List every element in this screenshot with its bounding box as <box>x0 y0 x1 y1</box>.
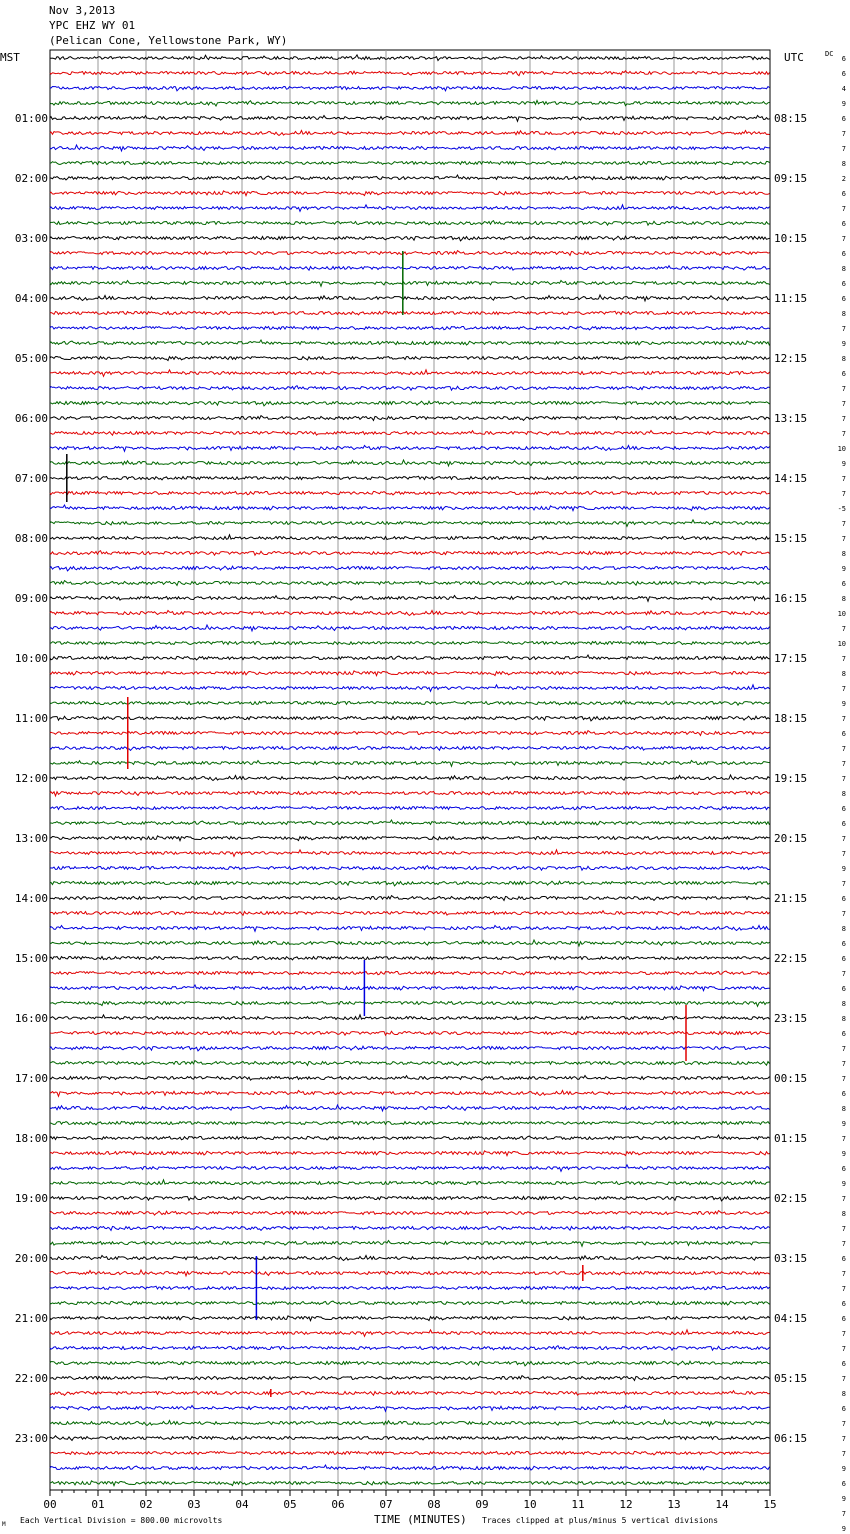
seismic-trace <box>50 596 770 602</box>
utc-hour-label: 18:15 <box>774 712 808 725</box>
utc-hour-label: 08:15 <box>774 112 808 125</box>
dc-offset-value: 8 <box>841 550 846 558</box>
seismic-trace <box>50 896 770 901</box>
seismic-trace <box>50 1346 770 1351</box>
mst-hour-label: 03:00 <box>14 232 48 245</box>
seismic-trace <box>50 911 770 916</box>
dc-offset-value: 7 <box>841 430 846 438</box>
dc-offset-value: 6 <box>841 1360 846 1368</box>
dc-offset-value: 7 <box>841 1075 846 1083</box>
x-tick-label: 04 <box>235 1498 249 1511</box>
seismic-trace <box>50 625 770 631</box>
x-tick-label: 11 <box>571 1498 585 1511</box>
mst-hour-label: 11:00 <box>14 712 48 725</box>
seismic-trace <box>50 1227 770 1231</box>
dc-offset-value: 8 <box>841 595 846 603</box>
seismic-trace <box>50 416 770 421</box>
utc-hour-label: 23:15 <box>774 1012 808 1025</box>
header-date: Nov 3,2013 <box>49 4 116 17</box>
seismic-trace <box>50 655 770 660</box>
x-tick-label: 12 <box>619 1498 633 1511</box>
dc-offset-value: 9 <box>841 1120 846 1128</box>
utc-hour-label: 11:15 <box>774 292 808 305</box>
seismic-trace <box>50 505 770 511</box>
utc-hour-label: 00:15 <box>774 1072 808 1085</box>
mst-hour-label: 15:00 <box>14 952 48 965</box>
seismic-trace <box>50 956 770 960</box>
mst-hour-label: 12:00 <box>14 772 48 785</box>
dc-offset-value: 7 <box>841 385 846 393</box>
dc-offset-value: -5 <box>837 505 846 513</box>
mst-hour-label: 10:00 <box>14 652 48 665</box>
seismic-trace <box>50 535 770 540</box>
dc-offset-value: 6 <box>841 805 846 813</box>
mst-hour-label: 21:00 <box>14 1312 48 1325</box>
seismic-trace <box>50 985 770 991</box>
dc-offset-value: 9 <box>841 700 846 708</box>
dc-offset-value: 6 <box>841 1480 846 1488</box>
dc-offset-value: 9 <box>841 460 846 468</box>
dc-offset-value: 7 <box>841 1345 846 1353</box>
seismic-trace <box>50 311 770 315</box>
utc-hour-label: 14:15 <box>774 472 808 485</box>
seismic-trace <box>50 446 770 452</box>
seismic-trace <box>50 131 770 136</box>
seismic-trace <box>50 685 770 692</box>
dc-offset-value: 8 <box>841 1015 846 1023</box>
x-tick-label: 09 <box>475 1498 489 1511</box>
seismic-trace <box>50 460 770 466</box>
seismic-trace <box>50 370 770 377</box>
header-location: (Pelican Cone, Yellowstone Park, WY) <box>49 34 288 47</box>
dc-offset-value: 6 <box>841 895 846 903</box>
mst-hour-label: 08:00 <box>14 532 48 545</box>
utc-hour-label: 04:15 <box>774 1312 808 1325</box>
seismic-trace <box>50 145 770 151</box>
seismic-trace <box>50 850 770 857</box>
seismic-trace <box>50 971 770 975</box>
dc-offset-value: 7 <box>841 1240 846 1248</box>
mst-hour-label: 05:00 <box>14 352 48 365</box>
seismic-trace <box>50 1046 770 1051</box>
dc-offset-value: 9 <box>841 1150 846 1158</box>
dc-offset-value: 7 <box>841 475 846 483</box>
seismic-trace <box>50 1361 770 1366</box>
seismic-trace <box>50 716 770 721</box>
seismic-trace <box>50 401 770 406</box>
seismic-trace <box>50 1061 770 1066</box>
dc-offset-value: 9 <box>841 565 846 573</box>
seismic-trace <box>50 671 770 676</box>
dc-offset-value: 7 <box>841 835 846 843</box>
x-tick-label: 13 <box>667 1498 681 1511</box>
dc-offset-value: 6 <box>841 1030 846 1038</box>
dc-offset-value: 7 <box>841 1135 846 1143</box>
seismic-trace <box>50 926 770 932</box>
seismic-trace <box>50 701 770 706</box>
dc-offset-value: 7 <box>841 1270 846 1278</box>
x-axis-title: TIME (MINUTES) <box>374 1513 467 1526</box>
dc-offset-value: 8 <box>841 1390 846 1398</box>
seismic-trace <box>50 1286 770 1290</box>
dc-offset-value: 7 <box>841 400 846 408</box>
seismic-trace <box>50 1196 770 1201</box>
mst-hour-label: 18:00 <box>14 1132 48 1145</box>
seismic-trace <box>50 611 770 616</box>
seismic-trace <box>50 100 770 106</box>
dc-offset-value: 7 <box>841 415 846 423</box>
dc-offset-value: 7 <box>841 1195 846 1203</box>
dc-offset-value: 7 <box>841 1225 846 1233</box>
utc-hour-label: 22:15 <box>774 952 808 965</box>
utc-hour-label: 15:15 <box>774 532 808 545</box>
seismic-trace <box>50 161 770 165</box>
x-tick-label: 02 <box>139 1498 153 1511</box>
dc-offset-value: 7 <box>841 520 846 528</box>
dc-offset-value: 7 <box>841 490 846 498</box>
dc-offset-value: 7 <box>841 205 846 213</box>
dc-offset-value: 8 <box>841 1105 846 1113</box>
dc-offset-value: 6 <box>841 820 846 828</box>
seismic-trace <box>50 866 770 871</box>
seismic-trace <box>50 1135 770 1140</box>
seismic-trace <box>50 1465 770 1470</box>
dc-offset-value: 6 <box>841 55 846 63</box>
dc-offset-value: 6 <box>841 730 846 738</box>
dc-offset-value: 7 <box>841 1450 846 1458</box>
seismic-trace <box>50 1376 770 1381</box>
dc-offset-value: 7 <box>841 745 846 753</box>
utc-hour-label: 09:15 <box>774 172 808 185</box>
seismic-trace <box>50 357 770 361</box>
mst-hour-label: 04:00 <box>14 292 48 305</box>
dc-offset-value: 7 <box>841 715 846 723</box>
seismic-trace <box>50 1091 770 1097</box>
seismic-trace <box>50 491 770 495</box>
dc-offset-value: 7 <box>841 625 846 633</box>
trace-group <box>50 55 770 1486</box>
seismic-trace <box>50 205 770 212</box>
seismic-trace <box>50 775 770 781</box>
mst-hour-label: 19:00 <box>14 1192 48 1205</box>
right-axis-label: UTC <box>784 51 804 64</box>
corner-mark: M <box>2 1521 6 1528</box>
utc-hour-label: 06:15 <box>774 1432 808 1445</box>
seismic-trace <box>50 295 770 301</box>
utc-hour-label: 16:15 <box>774 592 808 605</box>
utc-hour-label: 03:15 <box>774 1252 808 1265</box>
mst-hour-label: 17:00 <box>14 1072 48 1085</box>
dc-offset-value: 7 <box>841 775 846 783</box>
dc-offset-value: 9 <box>841 865 846 873</box>
dc-offset-value: 7 <box>841 1420 846 1428</box>
dc-offset-value: 7 <box>841 655 846 663</box>
utc-hour-label: 10:15 <box>774 232 808 245</box>
seismic-trace <box>50 641 770 644</box>
seismic-trace <box>50 1121 770 1125</box>
dc-offset-value: 7 <box>841 880 846 888</box>
x-tick-label: 01 <box>91 1498 105 1511</box>
seismic-trace <box>50 71 770 76</box>
seismic-trace <box>50 940 770 946</box>
dc-offset-value: 8 <box>841 670 846 678</box>
dc-offset-value: 10 <box>837 445 846 453</box>
seismic-trace <box>50 1481 770 1486</box>
seismic-trace <box>50 747 770 751</box>
seismic-trace <box>50 191 770 196</box>
dc-label: DC <box>825 50 834 58</box>
seismic-trace <box>50 1180 770 1185</box>
seismic-trace <box>50 1436 770 1441</box>
dc-offset-value: 7 <box>841 760 846 768</box>
dc-offset-value: 9 <box>841 340 846 348</box>
dc-offset-value: 6 <box>841 955 846 963</box>
mst-hour-label: 02:00 <box>14 172 48 185</box>
seismic-trace <box>50 340 770 346</box>
seismic-trace <box>50 236 770 241</box>
seismic-trace <box>50 281 770 287</box>
seismic-trace <box>50 1391 770 1396</box>
seismic-trace <box>50 266 770 271</box>
mst-hour-label: 20:00 <box>14 1252 48 1265</box>
mst-hour-label: 16:00 <box>14 1012 48 1025</box>
dc-offset-value: 8 <box>841 925 846 933</box>
mst-hour-label: 23:00 <box>14 1432 48 1445</box>
dc-offset-value: 6 <box>841 985 846 993</box>
dc-offset-value: 7 <box>841 1285 846 1293</box>
mst-hour-label: 14:00 <box>14 892 48 905</box>
dc-offset-value: 6 <box>841 115 846 123</box>
seismic-trace <box>50 1076 770 1081</box>
left-axis-label: MST <box>0 51 20 64</box>
dc-offset-value: 7 <box>841 1045 846 1053</box>
x-tick-label: 06 <box>331 1498 345 1511</box>
dc-offset-value: 7 <box>841 1510 846 1518</box>
dc-offset-labels <box>838 55 846 1534</box>
utc-hour-label: 01:15 <box>774 1132 808 1145</box>
seismic-trace <box>50 1316 770 1321</box>
dc-offset-value: 7 <box>841 235 846 243</box>
dc-offset-value: 6 <box>841 1165 846 1173</box>
dc-offset-value: 9 <box>841 1180 846 1188</box>
x-tick-label: 10 <box>523 1498 537 1511</box>
seismic-trace <box>50 551 770 556</box>
dc-offset-value: 8 <box>841 310 846 318</box>
seismic-trace <box>50 761 770 767</box>
dc-offset-value: 6 <box>841 70 846 78</box>
seismic-trace <box>50 251 770 256</box>
dc-offset-value: 6 <box>841 1300 846 1308</box>
utc-hour-label: 02:15 <box>774 1192 808 1205</box>
seismic-trace <box>50 1015 770 1020</box>
dc-offset-value: 7 <box>841 685 846 693</box>
seismic-trace <box>50 221 770 226</box>
footer-clip-note: Traces clipped at plus/minus 5 vertical divisions <box>482 1516 719 1525</box>
seismic-trace <box>50 55 770 61</box>
seismic-trace <box>50 1300 770 1305</box>
dc-offset-value: 8 <box>841 1210 846 1218</box>
x-axis <box>43 1490 776 1511</box>
mst-hour-label: 22:00 <box>14 1372 48 1385</box>
seismic-trace <box>50 881 770 886</box>
x-tick-label: 08 <box>427 1498 441 1511</box>
x-tick-label: 15 <box>763 1498 777 1511</box>
dc-offset-value: 9 <box>841 1465 846 1473</box>
seismic-trace <box>50 116 770 122</box>
dc-offset-value: 7 <box>841 850 846 858</box>
dc-offset-value: 7 <box>841 535 846 543</box>
mst-hour-label: 07:00 <box>14 472 48 485</box>
utc-hour-label: 05:15 <box>774 1372 808 1385</box>
dc-offset-value: 6 <box>841 280 846 288</box>
seismic-trace <box>50 1151 770 1156</box>
mst-hour-label: 06:00 <box>14 412 48 425</box>
mst-hour-label: 13:00 <box>14 832 48 845</box>
dc-offset-value: 8 <box>841 355 846 363</box>
header-station: YPC EHZ WY 01 <box>49 19 136 32</box>
dc-offset-value: 7 <box>841 130 846 138</box>
dc-offset-value: 6 <box>841 1255 846 1263</box>
seismic-trace <box>50 1211 770 1216</box>
seismic-trace <box>50 1165 770 1171</box>
seismic-trace <box>50 581 770 586</box>
dc-offset-value: 7 <box>841 1060 846 1068</box>
seismic-trace <box>50 386 770 391</box>
dc-offset-value: 7 <box>841 1375 846 1383</box>
dc-offset-value: 8 <box>841 790 846 798</box>
seismic-trace <box>50 791 770 796</box>
utc-hour-label: 19:15 <box>774 772 808 785</box>
seismic-trace <box>50 836 770 841</box>
dc-offset-value: 7 <box>841 145 846 153</box>
dc-offset-value: 8 <box>841 1000 846 1008</box>
dc-offset-value: 6 <box>841 580 846 588</box>
seismic-trace <box>50 1002 770 1007</box>
seismic-trace <box>50 1105 770 1111</box>
seismic-trace <box>50 1270 770 1276</box>
seismic-trace <box>50 1330 770 1337</box>
seismic-trace <box>50 1420 770 1426</box>
seismic-trace <box>50 1256 770 1261</box>
seismic-trace <box>50 1241 770 1247</box>
utc-hour-label: 21:15 <box>774 892 808 905</box>
footer-scale-note: Each Vertical Division = 800.00 microvolts <box>20 1516 223 1525</box>
dc-offset-value: 9 <box>841 1495 846 1503</box>
seismic-trace <box>50 820 770 825</box>
seismic-trace <box>50 326 770 330</box>
dc-offset-value: 7 <box>841 325 846 333</box>
seismic-trace <box>50 1031 770 1036</box>
dc-offset-value: 7 <box>841 1330 846 1338</box>
dc-offset-value: 4 <box>841 85 846 93</box>
seismic-trace <box>50 87 770 91</box>
dc-offset-value: 7 <box>841 1435 846 1443</box>
utc-hour-label: 17:15 <box>774 652 808 665</box>
mst-hour-label: 01:00 <box>14 112 48 125</box>
dc-offset-value: 7 <box>841 970 846 978</box>
seismic-trace <box>50 806 770 810</box>
seismic-trace <box>50 566 770 571</box>
dc-offset-value: 6 <box>841 295 846 303</box>
seismic-trace <box>50 175 770 180</box>
seismic-trace <box>50 1451 770 1455</box>
dc-offset-value: 8 <box>841 160 846 168</box>
dc-offset-value: 9 <box>841 1525 846 1533</box>
dc-offset-value: 6 <box>841 1090 846 1098</box>
dc-offset-value: 9 <box>841 100 846 108</box>
utc-hour-label: 20:15 <box>774 832 808 845</box>
dc-offset-value: 6 <box>841 250 846 258</box>
dc-offset-value: 6 <box>841 940 846 948</box>
x-tick-label: 07 <box>379 1498 393 1511</box>
x-tick-label: 14 <box>715 1498 729 1511</box>
x-tick-label: 00 <box>43 1498 57 1511</box>
utc-hour-label: 13:15 <box>774 412 808 425</box>
seismic-trace <box>50 476 770 480</box>
x-tick-label: 05 <box>283 1498 297 1511</box>
seismic-trace <box>50 731 770 736</box>
dc-offset-value: 7 <box>841 910 846 918</box>
dc-offset-value: 10 <box>837 640 846 648</box>
dc-offset-value: 8 <box>841 265 846 273</box>
dc-offset-value: 6 <box>841 190 846 198</box>
seismic-trace <box>50 431 770 436</box>
dc-offset-value: 6 <box>841 1315 846 1323</box>
seismic-trace <box>50 520 770 526</box>
utc-hour-label: 12:15 <box>774 352 808 365</box>
plot-frame <box>50 50 770 1490</box>
grid <box>50 50 770 1490</box>
dc-offset-value: 10 <box>837 610 846 618</box>
seismic-trace <box>50 1406 770 1412</box>
dc-offset-value: 6 <box>841 370 846 378</box>
x-tick-label: 03 <box>187 1498 201 1511</box>
dc-offset-value: 2 <box>841 175 846 183</box>
dc-offset-value: 6 <box>841 1405 846 1413</box>
mst-hour-label: 09:00 <box>14 592 48 605</box>
dc-offset-value: 6 <box>841 220 846 228</box>
